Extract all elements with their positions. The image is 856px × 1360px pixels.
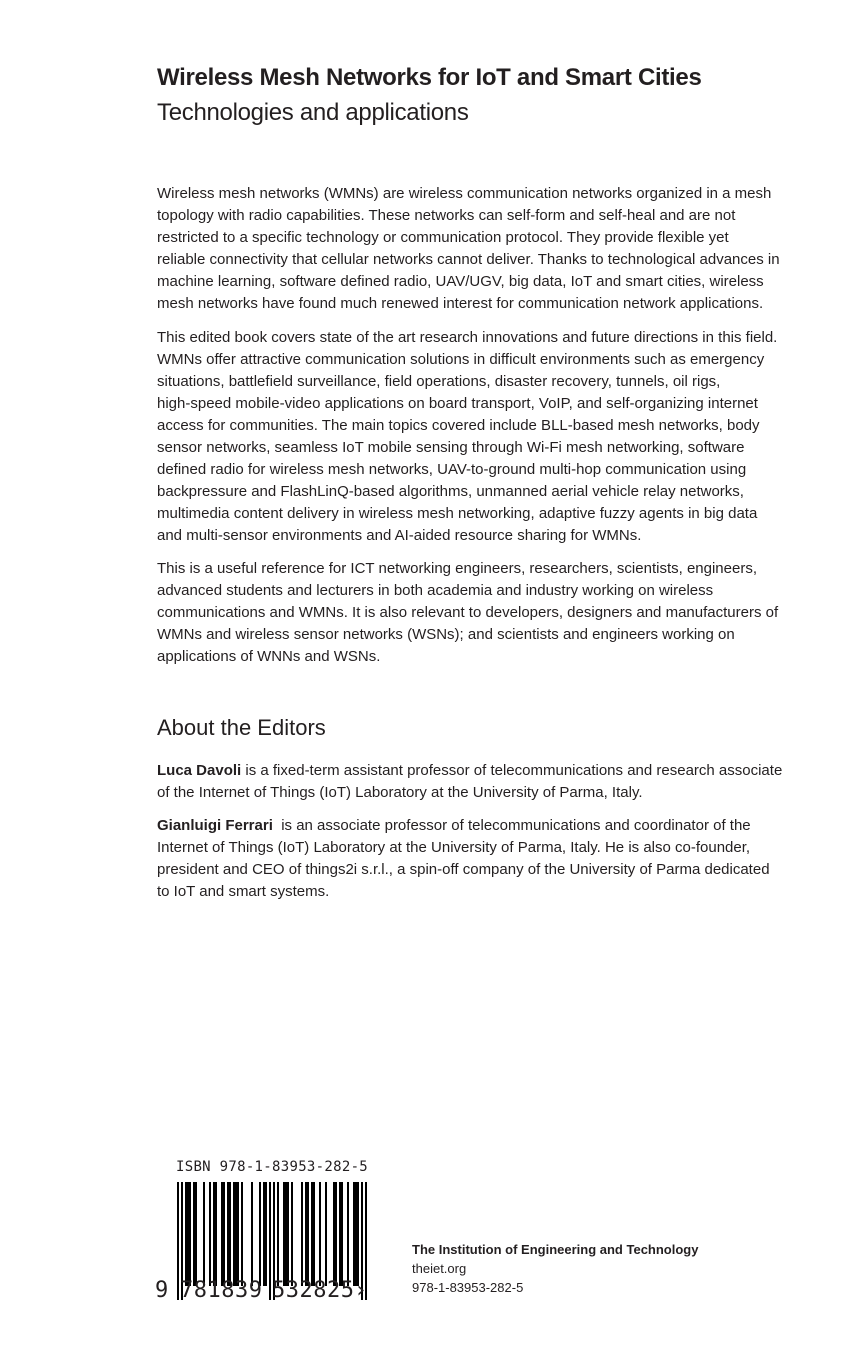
text-line: access for communities. The main topics covered include BLL-based mesh networks, body [157,417,760,434]
book-subtitle: Technologies and applications [157,99,469,126]
barcode-bar [285,1182,287,1286]
barcode-bar [353,1182,355,1286]
barcode-bar [259,1182,261,1286]
barcode-bar [237,1182,239,1286]
barcode-bar [277,1182,279,1286]
barcode-bar [313,1182,315,1286]
barcode-bar [265,1182,267,1286]
barcode-bar [203,1182,205,1286]
text-line: This is a useful reference for ICT networking engineers, researchers, scientists, engineers, [157,560,757,577]
editor-name: Gianluigi Ferrari [157,817,273,834]
barcode-bar [325,1182,327,1286]
barcode-bar [357,1182,359,1286]
barcode-bar [283,1182,285,1286]
publisher-website[interactable]: theiet.org [412,1261,467,1276]
isbn-label: ISBN 978-1-83953-282-5 [176,1159,369,1175]
barcode-bar [269,1182,271,1300]
barcode-first-digit: 9 [155,1278,169,1303]
description-paragraph-3 [157,558,778,668]
text-line: applications of WNNs and WSNs. [157,648,381,665]
text-line: defined radio for wireless mesh networks, UAV-to-ground multi-hop communication using [157,461,747,478]
text-line: of the Internet of Things (IoT) Laboratory at the University of Parma, Italy. [157,784,643,801]
barcode-right-digits: 532825 [272,1278,355,1303]
barcode-bar [209,1182,211,1286]
text-line: to IoT and smart systems. [157,883,330,900]
text-line: backpressure and FlashLinQ-based algorithms, unmanned aerial vehicle relay networks, [157,483,744,500]
barcode-bar [241,1182,243,1286]
description-paragraph-1 [157,183,780,315]
barcode-bar [229,1182,231,1286]
text-line: high-speed mobile-video applications on board transport, VoIP, and self-organizing internet [157,395,758,412]
text-line: Wireless mesh networks (WMNs) are wireless communication networks organized in a mesh [157,185,772,202]
barcode-bar [301,1182,303,1286]
barcode-bar [195,1182,197,1286]
text-line: topology with radio capabilities. These networks can self-form and self-heal and are not [157,207,736,224]
editor-name: Luca Davoli [157,762,242,779]
text-line: communications and WMNs. It is also relevant to developers, designers and manufacturers of [157,604,779,621]
text-line: restricted to a specific technology or communication protocol. They provide flexible yet [157,229,729,246]
barcode-bar [187,1182,189,1286]
barcode-bar [263,1182,265,1286]
editor-bio-2 [157,815,770,903]
barcode-bar [235,1182,237,1286]
barcode-bar [221,1182,223,1286]
barcode-bar [213,1182,215,1286]
publisher-isbn: 978-1-83953-282-5 [412,1280,524,1295]
text-line: This edited book covers state of the art research innovations and future directions in this field. [157,329,778,346]
barcode-bar [251,1182,253,1286]
barcode-bar [291,1182,293,1286]
text-line: advanced students and lecturers in both academia and industry working on wireless [157,582,714,599]
barcode-bar [193,1182,195,1286]
about-editors-heading: About the Editors [157,715,326,740]
barcode-bar [287,1182,289,1286]
barcode-bar [189,1182,191,1286]
text-line: is an associate professor of telecommunications and coordinator of the [272,817,751,834]
text-line: and multi-sensor environments and AI-aided resource sharing for WMNs. [157,527,642,544]
text-line: machine learning, software defined radio, UAV/UGV, big data, IoT and smart cities, wireless [157,273,764,290]
text-line: Internet of Things (IoT) Laboratory at the University of Parma, Italy. He is also co-founder, [157,839,751,856]
barcode-bar [185,1182,187,1286]
barcode-bar [347,1182,349,1286]
barcode-bar [311,1182,313,1286]
text-line: multimedia content delivery in wireless mesh networking, adaptive fuzzy agents in big data [157,505,758,522]
text-line: WMNs and wireless sensor networks (WSNs); and scientists and engineers working on [157,626,735,643]
barcode-bar [333,1182,335,1286]
text-line: mesh networks have found much renewed interest for communication network applications. [157,295,764,312]
description-paragraph-2 [157,327,777,547]
barcode-bar [319,1182,321,1286]
barcode-quiet-zone-mark: › [354,1278,368,1303]
barcode-bar [223,1182,225,1286]
barcode-bar [215,1182,217,1286]
barcode-bar [227,1182,229,1286]
barcode-bar [233,1182,235,1286]
barcode-bar [305,1182,307,1286]
barcode-bar [355,1182,357,1286]
text-line: reliable connectivity that cellular networks cannot deliver. Thanks to technological advances in [157,251,780,268]
text-line: is a fixed-term assistant professor of telecommunications and research associate [241,762,783,779]
barcode-bar [177,1182,179,1300]
book-title: Wireless Mesh Networks for IoT and Smart Cities [157,64,702,91]
barcode-bar [307,1182,309,1286]
barcode-left-digits: 781839 [180,1278,263,1303]
barcode-bar [341,1182,343,1286]
text-line: situations, battlefield surveillance, field operations, disaster recovery, tunnels, oil rigs, [157,373,721,390]
text-line: sensor networks, seamless IoT mobile sensing through Wi-Fi mesh networking, software [157,439,745,456]
editor-bio-1 [157,760,782,804]
barcode-bar [339,1182,341,1286]
text-line: WMNs offer attractive communication solutions in difficult environments such as emergency [157,351,765,368]
publisher-name: The Institution of Engineering and Technology [412,1242,699,1257]
text-line: president and CEO of things2i s.r.l., a spin-off company of the University of Parma dedicated [157,861,770,878]
barcode-bar [335,1182,337,1286]
